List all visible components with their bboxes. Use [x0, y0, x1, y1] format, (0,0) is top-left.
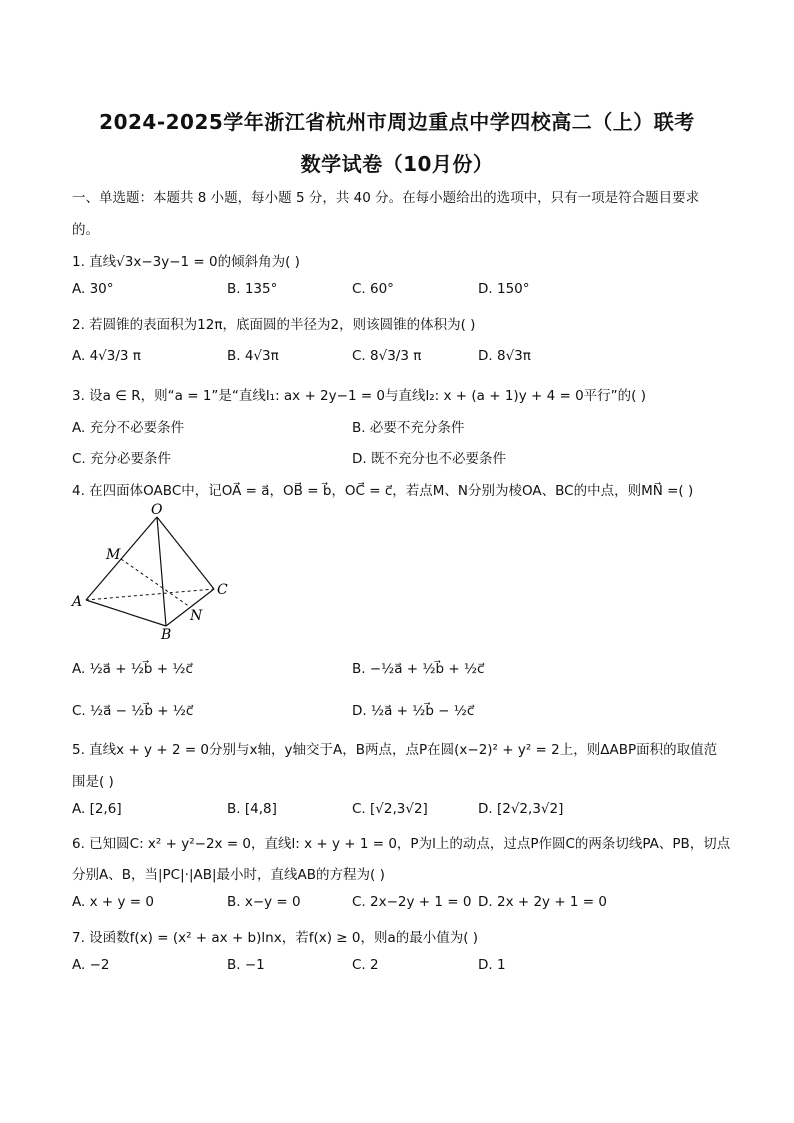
question-1-option-a: A. 30° — [72, 281, 114, 297]
question-7-option-c: C. 2 — [352, 957, 379, 973]
edge-ob — [157, 517, 166, 626]
question-4-option-b: B. −½a⃗ + ½b⃗ + ½c⃗ — [352, 661, 485, 677]
segment-mn-hidden — [121, 559, 190, 607]
question-6-option-a: A. x + y = 0 — [72, 894, 154, 910]
question-3-option-c: C. 充分必要条件 — [72, 451, 172, 467]
question-3-option-a: A. 充分不必要条件 — [72, 420, 185, 436]
question-4-stem: 4. 在四面体OABC中，记OA⃗ = a⃗，OB⃗ = b⃗，OC⃗ = c⃗，若点M、N分别为棱OA、BC的中点，则MN⃗ =( ) — [72, 483, 694, 499]
section-instruction-line1: 一、单选题：本题共 8 小题，每小题 5 分，共 40 分。在每小题给出的选项中，只有一项是符合题目要求 — [72, 190, 700, 206]
question-7-option-d: D. 1 — [478, 957, 506, 973]
tetrahedron-figure — [66, 500, 246, 645]
question-4-option-a: A. ½a⃗ + ½b⃗ + ½c⃗ — [72, 661, 193, 677]
question-3-option-b: B. 必要不充分条件 — [352, 420, 465, 436]
question-4-option-d: D. ½a⃗ + ½b⃗ − ½c⃗ — [352, 703, 475, 719]
question-2-stem: 2. 若圆锥的表面积为12π，底面圆的半径为2，则该圆锥的体积为( ) — [72, 317, 476, 333]
question-2-option-d: D. 8√3π — [478, 348, 531, 364]
question-2-option-c: C. 8√3/3 π — [352, 348, 422, 364]
question-1-stem: 1. 直线√3x−3y−1 = 0的倾斜角为( ) — [72, 254, 300, 270]
question-7-stem: 7. 设函数f(x) = (x² + ax + b)lnx，若f(x) ≥ 0，则a的最小值为( ) — [72, 930, 479, 946]
question-5-stem-line2: 围是( ) — [72, 774, 114, 790]
question-3-stem: 3. 设a ∈ R，则“a = 1”是“直线l₁: ax + 2y−1 = 0与直线l₂: x + (a + 1)y + 4 = 0平行”的( ) — [72, 388, 646, 404]
question-6-option-c: C. 2x−2y + 1 = 0 — [352, 894, 472, 910]
question-2-option-a: A. 4√3/3 π — [72, 348, 141, 364]
question-5-option-a: A. [2,6] — [72, 801, 122, 817]
question-5-option-c: C. [√2,3√2] — [352, 801, 428, 817]
edge-oc — [157, 517, 214, 589]
label-m: M — [106, 547, 121, 563]
label-a: A — [72, 594, 83, 610]
edge-ab — [86, 600, 166, 626]
question-7-option-a: A. −2 — [72, 957, 110, 973]
label-b: B — [161, 627, 172, 643]
question-1-option-c: C. 60° — [352, 281, 394, 297]
question-2-option-b: B. 4√3π — [227, 348, 279, 364]
edge-ac-hidden — [86, 589, 214, 600]
question-4-option-c: C. ½a⃗ − ½b⃗ + ½c⃗ — [72, 703, 194, 719]
question-5-option-d: D. [2√2,3√2] — [478, 801, 564, 817]
question-6-stem-line1: 6. 已知圆C: x² + y²−2x = 0，直线l: x + y + 1 = 0，P为l上的动点，过点P作圆C的两条切线PA、PB，切点 — [72, 836, 731, 852]
exam-title-line2: 数学试卷（10月份） — [300, 152, 494, 176]
question-5-stem-line1: 5. 直线x + y + 2 = 0分别与x轴，y轴交于A，B两点，点P在圆(x−2)² + y² = 2上，则ΔABP面积的取值范 — [72, 742, 718, 758]
label-c: C — [217, 582, 228, 598]
question-1-option-d: D. 150° — [478, 281, 530, 297]
question-3-option-d: D. 既不充分也不必要条件 — [352, 451, 506, 467]
edge-oa — [86, 517, 157, 600]
section-instruction-line2: 的。 — [72, 222, 99, 238]
question-1-option-b: B. 135° — [227, 281, 278, 297]
question-6-stem-line2: 分别A、B，当|PC|·|AB|最小时，直线AB的方程为( ) — [72, 867, 385, 883]
question-7-option-b: B. −1 — [227, 957, 265, 973]
label-n: N — [190, 608, 203, 624]
label-o: O — [151, 502, 163, 518]
question-6-option-d: D. 2x + 2y + 1 = 0 — [478, 894, 607, 910]
question-6-option-b: B. x−y = 0 — [227, 894, 301, 910]
question-5-option-b: B. [4,8] — [227, 801, 277, 817]
exam-title-line1: 2024-2025学年浙江省杭州市周边重点中学四校高二（上）联考 — [99, 110, 695, 134]
